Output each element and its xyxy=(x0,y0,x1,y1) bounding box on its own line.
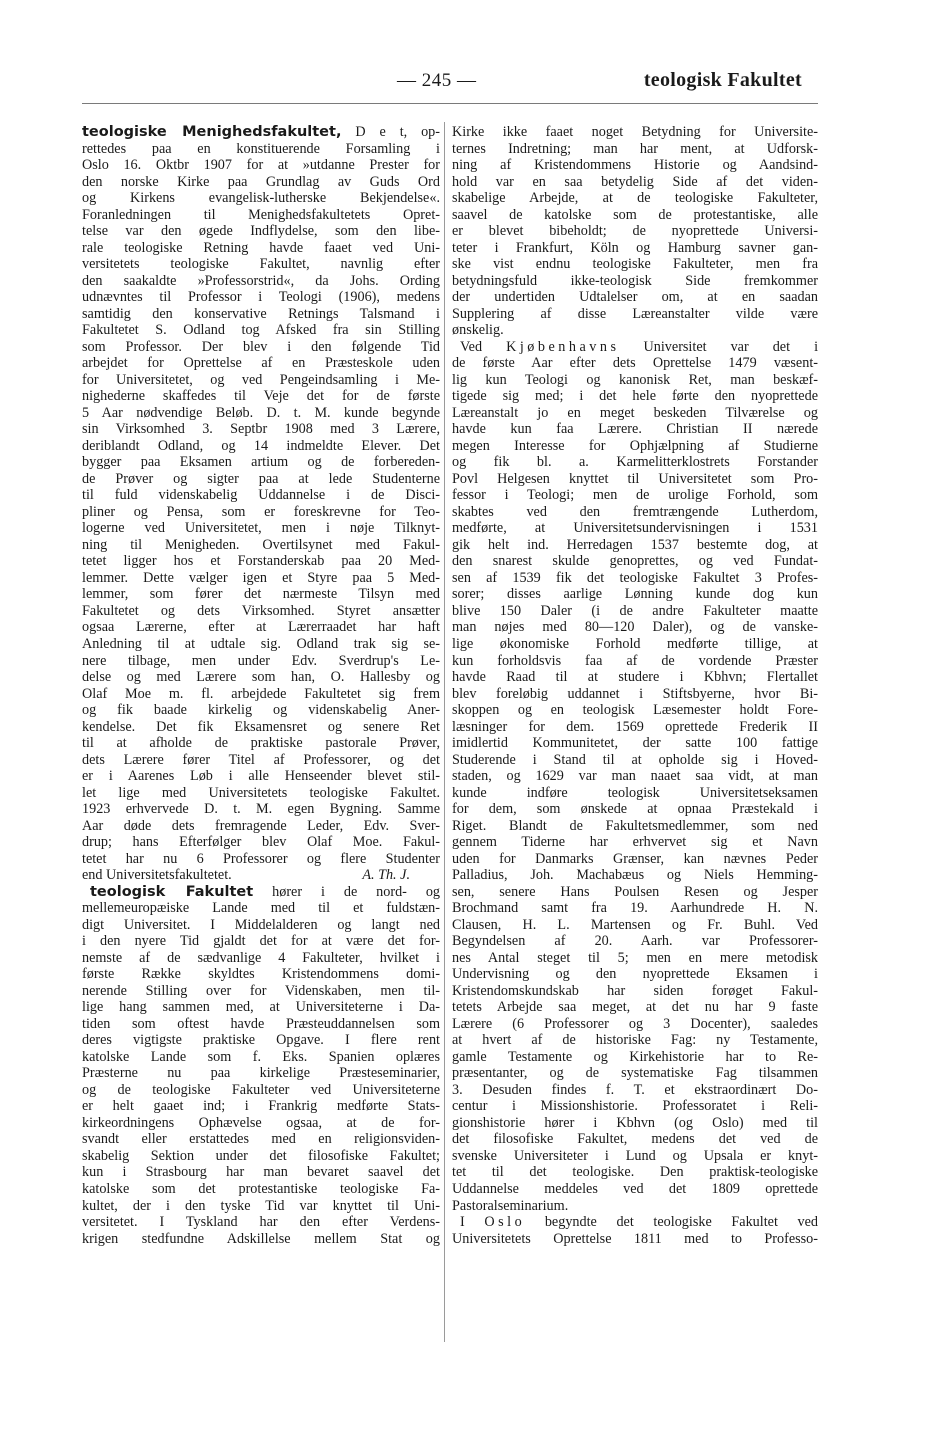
entry-first-line xyxy=(82,124,440,141)
left-column xyxy=(82,124,440,1247)
text-line: og fik bl. a. Karmelitterklostrets Forstander xyxy=(452,454,818,471)
text-line: medførte, at Universitetsundervisningen i 1531 xyxy=(452,520,818,537)
text-line: de første Aar efter dets Oprettelse 1479 væsent- xyxy=(452,355,818,372)
text-line: tet til det teologiske. Den praktisk-teologiske xyxy=(452,1164,818,1181)
entry-headword: teologiske Menighedsfakultet, xyxy=(82,124,342,140)
text-line: kendelse. Det fik Eksamensret og senere Ret xyxy=(82,718,440,735)
text-line: for Universitetet, og ved Pengeindsamling i Me- xyxy=(82,371,440,388)
text-line: lemmer. Dette vælger igen et Styre paa 5 Med- xyxy=(82,569,440,586)
text-line: kun i Strasbourg har man bevaret saavel det xyxy=(82,1164,440,1181)
text-line: dets Lærere fører Titel af Professorer, og det xyxy=(82,751,440,768)
text-line: de Prøver og sigter paa at lede Studenterne xyxy=(82,470,440,487)
text-line: katolske Lande som f. Eks. Spanien oplæres xyxy=(82,1048,440,1065)
paragraph-first-line xyxy=(452,1214,818,1231)
paragraph-first-line xyxy=(452,339,818,356)
text-line: uden for Danmarks Grænser, kan nævnes Peder xyxy=(452,850,818,867)
text-line: 5 Aar nødvendige Beløb. D. t. M. kunde begynde xyxy=(82,404,440,421)
text-line: Lærere (6 Professorer og 3 Docenter), saaledes xyxy=(452,1015,818,1032)
text-line: ternes Indretning; man har ment, at Udforsk- xyxy=(452,140,818,157)
paragraph-text: I xyxy=(460,1214,465,1231)
text-line: gamle Testamente og Kirkehistorie har to Re- xyxy=(452,1048,818,1065)
text-line: den snarest skulde genoprettes, og ved Fundat- xyxy=(452,553,818,570)
text-line: Brochmand samt fra 19. Aarhundrede H. N. xyxy=(452,900,818,917)
text-line: saavel de katolske som de protestantiske, alle xyxy=(452,206,818,223)
text-line: tetet ligger hos et Forstanderskab paa 20 Med- xyxy=(82,553,440,570)
text-line: arbejdet for Oprettelse af en Præsteskole uden xyxy=(82,355,440,372)
text-line: samtidig den konservative Retnings Talsmand i xyxy=(82,305,440,322)
text-line: til fuld videnskabelig Uddannelse i de Disci- xyxy=(82,487,440,504)
text-line: at hvert af de historiske Fag: ny Testamente, xyxy=(452,1032,818,1049)
text-line: den saakaldte »Professorstrid«, da Johs. Ording xyxy=(82,272,440,289)
text-line: Kristendomskundskab har siden forøget Fakul- xyxy=(452,982,818,999)
text-line: gennem Tiderne har erhvervet sig et Navn xyxy=(452,834,818,851)
entry-last-line xyxy=(82,867,440,884)
text-line: svandt eller erstattedes med en religionsviden- xyxy=(82,1131,440,1148)
entry-body xyxy=(82,141,440,868)
text-line: delse og med Lærere som han, O. Hallesby og xyxy=(82,669,440,686)
text-line: og fik baade kirkelig og videnskabelig Aner- xyxy=(82,702,440,719)
text-line: Supplering af disse Læreanstalter vilde være xyxy=(452,305,818,322)
text-line: nemste af de sædvanlige 4 Fakulteter, hvilket i xyxy=(82,949,440,966)
text-line: blev foreløbig uddannet i Stiftsbyerne, hvor Bi- xyxy=(452,685,818,702)
text-line: og de teologiske Fakulteter ved Universiteterne xyxy=(82,1081,440,1098)
paragraph-text: Ved xyxy=(460,338,483,355)
text-line: tiden som oftest havde Præsteuddannelsen som xyxy=(82,1015,440,1032)
paragraph xyxy=(452,355,818,1214)
text-line: centur i Missionshistorie. Professoratet i Reli- xyxy=(452,1098,818,1115)
page-number: — 245 — xyxy=(397,70,477,91)
text-line: Undervisning og den nyoprettede Eksamen i xyxy=(452,966,818,983)
text-line: 3. Desuden findes f. T. et ekstraordinært Do- xyxy=(452,1081,818,1098)
text-line: 1923 erhvervede D. t. M. egen Bygning. Samme xyxy=(82,801,440,818)
text-line: i den nyere Tid gjaldt det for at være det for- xyxy=(82,933,440,950)
text-line: havde kun faa Lærere. Christian II nærede xyxy=(452,421,818,438)
spaced-place-name: Kjøbenhavns xyxy=(506,338,620,355)
paragraph-text: Universitet var det i xyxy=(643,338,818,355)
text-line: Anledning til at udtale sig. Odland trak sig se- xyxy=(82,635,440,652)
text-line: deres vigtigste praktiske Opgave. I flere rent xyxy=(82,1032,440,1049)
text-line: man nøjes med 80—120 Daler), og de vanske- xyxy=(452,619,818,636)
text-line: skoppen og en teologisk Læsemester holdt Fore- xyxy=(452,702,818,719)
text-line: lemmer, som fører det nærmeste Tilsyn med xyxy=(82,586,440,603)
text-line: tetets Arbejde saa meget, at det nu har 9 faste xyxy=(452,999,818,1016)
text-line: Oslo 16. Oktbr 1907 for at »utdanne Prester for xyxy=(82,157,440,174)
text-line: hold var en saa betydelig Side af det viden- xyxy=(452,173,818,190)
text-line: Aar døde dets fremragende Leder, Edv. Sver- xyxy=(82,817,440,834)
text-line: logerne ved Universitetet, men i nøje Tilknyt- xyxy=(82,520,440,537)
text-line: Pastoralseminarium. xyxy=(452,1197,569,1214)
text-line: digt Universitet. I Middelalderen og langt ned xyxy=(82,916,440,933)
paragraph xyxy=(452,1231,818,1248)
author-signature: A. Th. J. xyxy=(362,867,410,884)
text-line: Fakultetet S. Odland tog Afsked fra sin Stilling xyxy=(82,322,440,339)
text-line: Studerende i Stand til at opholde sig i Hoved- xyxy=(452,751,818,768)
text-line: staden, og 1629 var man naaet saa vidt, at man xyxy=(452,768,818,785)
text-line: ogsaa Lærerne, efter at Lærerraadet har haft xyxy=(82,619,440,636)
text-line: rale teologiske Retning havde faaet ved Uni- xyxy=(82,239,440,256)
entry-text: D e t, op- xyxy=(355,124,440,140)
text-line: Riget. Blandt de Fakultetsmedlemmer, som ned xyxy=(452,817,818,834)
text-line: kun forholdsvis faa af de vordende Præster xyxy=(452,652,818,669)
text-line: havde Raad til at studere i Kbhvn; Flertallet xyxy=(452,669,818,686)
text-line: Uddannelse meddeles ved det 1809 oprettede xyxy=(452,1181,818,1197)
text-line: gik helt ind. Herredagen 1537 bestemte dog, at xyxy=(452,536,818,553)
page-header xyxy=(82,70,818,100)
text-line: kirkeordningens Ophævelse ogsaa, at de for- xyxy=(82,1114,440,1131)
text-line: ønskelig. xyxy=(452,322,504,339)
entry-text: end Universitetsfakultetet. xyxy=(82,867,232,884)
text-line: lige økonomiske Forhold medførte tillige, at xyxy=(452,635,818,652)
text-line: første Række skyldtes Kristendommens domi- xyxy=(82,966,440,983)
paragraph-text: begyndte det teologiske Fakultet ved xyxy=(544,1214,818,1231)
text-line: skabelig Sektion under det filosofiske Fakultet; xyxy=(82,1147,440,1164)
text-line: versitetets teologiske Fakultet, navnlig efter xyxy=(82,256,440,273)
text-line: lige hang sammen med, at Universiteterne i Da- xyxy=(82,999,440,1016)
text-line: svenske Universiteter i Lund og Upsala er knyt- xyxy=(452,1147,818,1164)
text-line: tigede sig med; i det hele førte den nyoprettede xyxy=(452,388,818,405)
text-line: imidlertid Kommunitetet, der satte 100 fattige xyxy=(452,735,818,752)
entry-text: hører i de nord- og xyxy=(272,883,440,900)
text-line: drup; hans Efterfølger blev Olaf Moe. Fakul- xyxy=(82,834,440,851)
text-line: blive 150 Daler (i de andre Fakulteter maatte xyxy=(452,602,818,619)
text-line: Olaf Moe m. fl. arbejdede Fakultetet sig frem xyxy=(82,685,440,702)
text-line: rettedes paa en konstituerende Forsamling i xyxy=(82,140,440,157)
text-line: nighederne skaffedes til Veje det for de første xyxy=(82,388,440,405)
text-line: til at afholde de praktiske pastorale Prøver, xyxy=(82,735,440,752)
text-line: der undertiden Udtalelser om, at en saadan xyxy=(452,289,818,306)
text-line: ning af Kristendommens Historie og Aandsind- xyxy=(452,157,818,174)
text-line: krigen stedfundne Adskillelse mellem Stat og xyxy=(82,1230,440,1247)
text-line: er helt gaaet ind; i Frankrig medførte Stats- xyxy=(82,1098,440,1115)
text-line: Fakultetet og dets Virksomhed. Styret ansætter xyxy=(82,602,440,619)
text-line: Universitetets Oprettelse 1811 med to Professo- xyxy=(452,1230,818,1247)
text-line: betydningsfuld ikke-teologisk Side fremkommer xyxy=(452,272,818,289)
text-line: tetet har nu 6 Professorer og flere Studenter xyxy=(82,850,440,867)
text-line: sen af 1539 fik det teologiske Fakultet 3 Profes- xyxy=(452,569,818,586)
text-line: bygger paa Eksamen artium og de forbereden- xyxy=(82,454,440,471)
entry-headword: teologisk Fakultet xyxy=(90,883,254,900)
text-line: Læreanstalt jo en meget beskeden Tilværelse og xyxy=(452,404,818,421)
text-line: det filosofiske Fakultet, medens det ved de xyxy=(452,1131,818,1148)
text-line: sin Virksomhed 3. Septbr 1908 med 3 Lærere, xyxy=(82,421,440,438)
text-line: Begyndelsen af 20. Aarh. var Professorer- xyxy=(452,933,818,950)
text-line: og Kirkens evangelisk-lutherske Bekjendelse«. xyxy=(82,190,440,207)
text-line: som Professor. Der blev i den følgende Tid xyxy=(82,338,440,355)
text-line: Palladius, Joh. Machabæus og Niels Hemming- xyxy=(452,867,818,884)
text-line: nes Antal steget til 5; men en mere metodisk xyxy=(452,949,818,966)
paragraph xyxy=(452,124,818,339)
text-line: pliner og Pensa, som er foreskrevne for Teo- xyxy=(82,503,440,520)
text-line: præsentanter, og de systematiske Fag tilsammen xyxy=(452,1065,818,1082)
text-line: gionshistorie hører i Kbhvn (og Oslo) med til xyxy=(452,1114,818,1131)
text-line: ning til Menigheden. Overtilsynet med Fakul- xyxy=(82,536,440,553)
text-line: mellemeuropæiske Lande med til et fuldstæn- xyxy=(82,900,440,917)
text-line: Kirke ikke faaet noget Betydning for Universite- xyxy=(452,124,818,140)
text-line: nerende Stilling over for Videnskaben, men til- xyxy=(82,982,440,999)
text-line: skabelige Arbejde, at de teologiske Fakulteter, xyxy=(452,190,818,207)
text-line: lig kun Teologi og kanonisk Ret, man beskæf- xyxy=(452,371,818,388)
text-line: Clausen, H. L. Martensen og Fr. Buhl. Ved xyxy=(452,916,818,933)
text-line: sorer; disses aarlige Lønning kunde dog kun xyxy=(452,586,818,603)
text-line: megen Interesse for Ophjælpning af Studierne xyxy=(452,437,818,454)
entry-first-line xyxy=(82,884,440,901)
text-line: er blevet bibeholdt; de nyoprettede Universi- xyxy=(452,223,818,240)
text-line: ske vist endnu teologiske Fakulteter, men fra xyxy=(452,256,818,273)
text-line: for dem, som ønskede at opnaa Præstekald i xyxy=(452,801,818,818)
text-line: fessor i Teologi; men de urolige Forhold, som xyxy=(452,487,818,504)
text-line: skabtes ved den fremtrængende Lutherdom, xyxy=(452,503,818,520)
text-line: kultet, der i den tyske Tid var knyttet til Uni- xyxy=(82,1197,440,1214)
text-line: deriblandt Odland, og 14 indmeldte Elever. Det xyxy=(82,437,440,454)
text-line: er i Aarenes Løb i alle Henseender blevet stil- xyxy=(82,768,440,785)
spaced-place-name: Oslo xyxy=(484,1214,526,1231)
text-line: læsninger for dem. 1569 oprettede Frederik II xyxy=(452,718,818,735)
text-line: Foranledningen til Menighedsfakultetets Opret- xyxy=(82,206,440,223)
text-line: versitetet. I Tyskland har den efter Verdens- xyxy=(82,1214,440,1231)
text-line: Povl Helgesen knyttet til Universitetet som Pro- xyxy=(452,470,818,487)
column-divider xyxy=(444,122,445,1342)
text-line: telse var den øgede Indflydelse, som den libe- xyxy=(82,223,440,240)
entry-body xyxy=(82,900,440,1247)
running-head: teologisk Fakultet xyxy=(643,69,802,91)
text-line: nere tilbage, men under Edv. Sverdrup's Le- xyxy=(82,652,440,669)
text-line: teter i Frankfurt, Köln og Hamburg savner gan- xyxy=(452,239,818,256)
text-line: sen, senere Hans Poulsen Resen og Jesper xyxy=(452,883,818,900)
text-line: let lige med Universitetets teologiske Fakultet. xyxy=(82,784,440,801)
text-line: Præsterne nu paa kirkelige Præsteseminarier, xyxy=(82,1065,440,1082)
text-line: kunde indføre teologisk Universitetseksamen xyxy=(452,784,818,801)
header-rule xyxy=(82,103,818,104)
right-column xyxy=(452,124,818,1247)
text-line: katolske som det protestantiske teologiske Fa- xyxy=(82,1181,440,1197)
text-line: udnævntes til Professor i Teologi (1906), medens xyxy=(82,289,440,306)
text-line: den norske Kirke paa Grundlag av Guds Ord xyxy=(82,173,440,190)
